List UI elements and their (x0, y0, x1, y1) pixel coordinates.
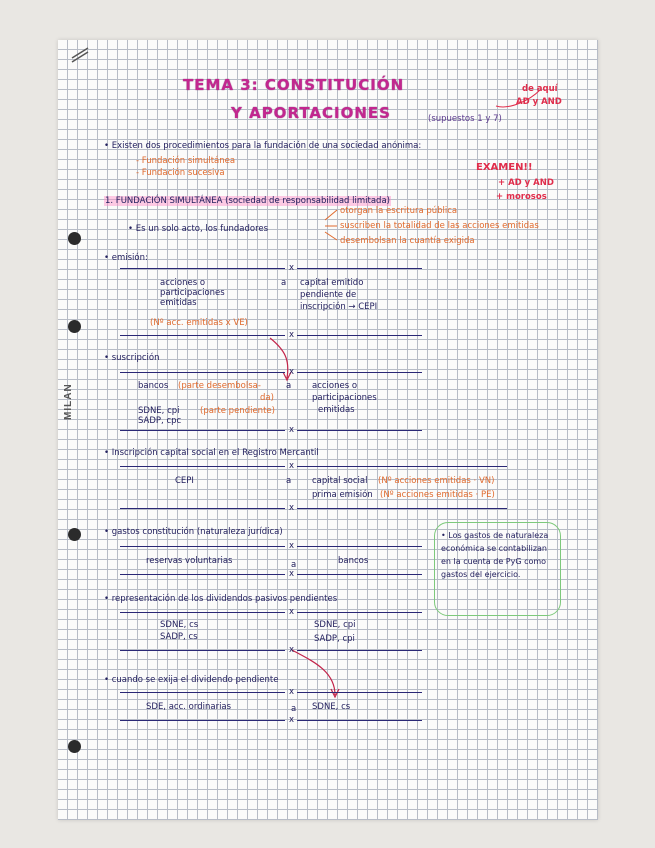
x-mark: x (289, 503, 295, 513)
ad-and-note: AD y AND (516, 97, 562, 107)
intro-item: - Fundación sucesiva (136, 168, 225, 178)
green-note-box (434, 522, 561, 616)
journal-credit: acciones o (312, 381, 358, 391)
intro-text: • Existen dos procedimientos para la fundación de una sociedad anónima: (104, 141, 422, 151)
entry-note: da) (260, 393, 274, 403)
a-mark: a (291, 560, 297, 570)
journal-credit: bancos (338, 556, 369, 566)
entry-note: (Nº acc. emitidas x VE) (150, 318, 248, 328)
journal-debit: reservas voluntarias (146, 556, 233, 566)
green-note-text: • Los gastos de naturaleza económica se contabilizan en la cuenta de PyG como gastos del ejercicio. (441, 531, 549, 579)
journal-debit: SDNE, cs (160, 620, 199, 630)
examen-note: EXAMEN!! (476, 162, 533, 173)
a-mark: a (281, 278, 287, 288)
journal-debit: CEPI (175, 476, 194, 486)
branch-item: suscriben la totalidad de las acciones emitidas (340, 221, 539, 231)
section-bullet: • Es un solo acto, los fundadores (128, 224, 269, 234)
examen-ad-note: + AD y AND (498, 178, 554, 188)
page-title: TEMA 3: CONSTITUCIÓN (183, 76, 405, 94)
page-title-line2: Y APORTACIONES (231, 104, 391, 122)
journal-debit: emitidas (160, 298, 197, 308)
entry-label: • representación de los dividendos pasivos pendientes (104, 594, 338, 604)
section-heading (104, 196, 391, 206)
entry-note: (Nº acciones emitidas · PE) (380, 490, 495, 500)
journal-debit: SDE, acc. ordinarias (146, 702, 232, 712)
a-mark: a (286, 381, 292, 391)
journal-credit: inscripción → CEPI (300, 302, 378, 312)
intro-item: - Fundación simultánea (136, 156, 236, 166)
x-mark: x (289, 569, 295, 579)
journal-debit: participaciones (160, 288, 225, 298)
entry-label: • cuando se exija el dividendo pendiente (104, 675, 279, 685)
journal-credit: SADP, cpi (314, 634, 355, 644)
journal-credit: participaciones (312, 393, 377, 403)
x-mark: x (289, 461, 295, 471)
journal-debit: SADP, cs (160, 632, 198, 642)
x-mark: x (289, 645, 295, 655)
journal-debit: SADP, cpc (138, 416, 182, 426)
x-mark: x (289, 263, 295, 273)
de-aqui-note: de aquí (522, 84, 558, 94)
entry-label: • Inscripción capital social en el Registro Mercantil (104, 448, 319, 458)
x-mark: x (289, 425, 295, 435)
x-mark: x (289, 330, 295, 340)
journal-debit: acciones o (160, 278, 206, 288)
journal-credit: prima emisión (312, 490, 373, 500)
entry-label: • suscripción (104, 353, 160, 363)
journal-credit: SDNE, cs (312, 702, 351, 712)
branch-item: desembolsan la cuantía exigida (340, 236, 475, 246)
journal-debit: SDNE, cpi (138, 406, 180, 416)
brand-label: MILAN (63, 383, 74, 420)
branch-item: otorgan la escritura pública (340, 206, 458, 216)
entry-label: • gastos constitución (naturaleza jurídica) (104, 527, 283, 537)
a-mark: a (291, 704, 297, 714)
x-mark: x (289, 715, 295, 725)
entry-note: (Nº acciones emitidas · VN) (378, 476, 495, 486)
x-mark: x (289, 541, 295, 551)
journal-debit: bancos (138, 381, 169, 391)
journal-credit: emitidas (318, 405, 355, 415)
heading-highlight: 1. FUNDACIÓN SIMULTÁNEA (sociedad de responsabilidad limitada) (105, 196, 390, 206)
entry-note: (parte desembolsa- (178, 381, 261, 391)
journal-credit: capital emitido (300, 278, 364, 288)
a-mark: a (286, 476, 292, 486)
journal-credit: pendiente de (300, 290, 357, 300)
x-mark: x (289, 687, 295, 697)
entry-label: • emisión: (104, 253, 148, 263)
journal-credit: capital social (312, 476, 368, 486)
x-mark: x (289, 607, 295, 617)
journal-credit: SDNE, cpi (314, 620, 356, 630)
entry-note: (parte pendiente) (200, 406, 275, 416)
morosos-note: + morosos (496, 192, 547, 202)
supuestos-note: (supuestos 1 y 7) (428, 114, 502, 124)
x-mark: x (289, 367, 295, 377)
